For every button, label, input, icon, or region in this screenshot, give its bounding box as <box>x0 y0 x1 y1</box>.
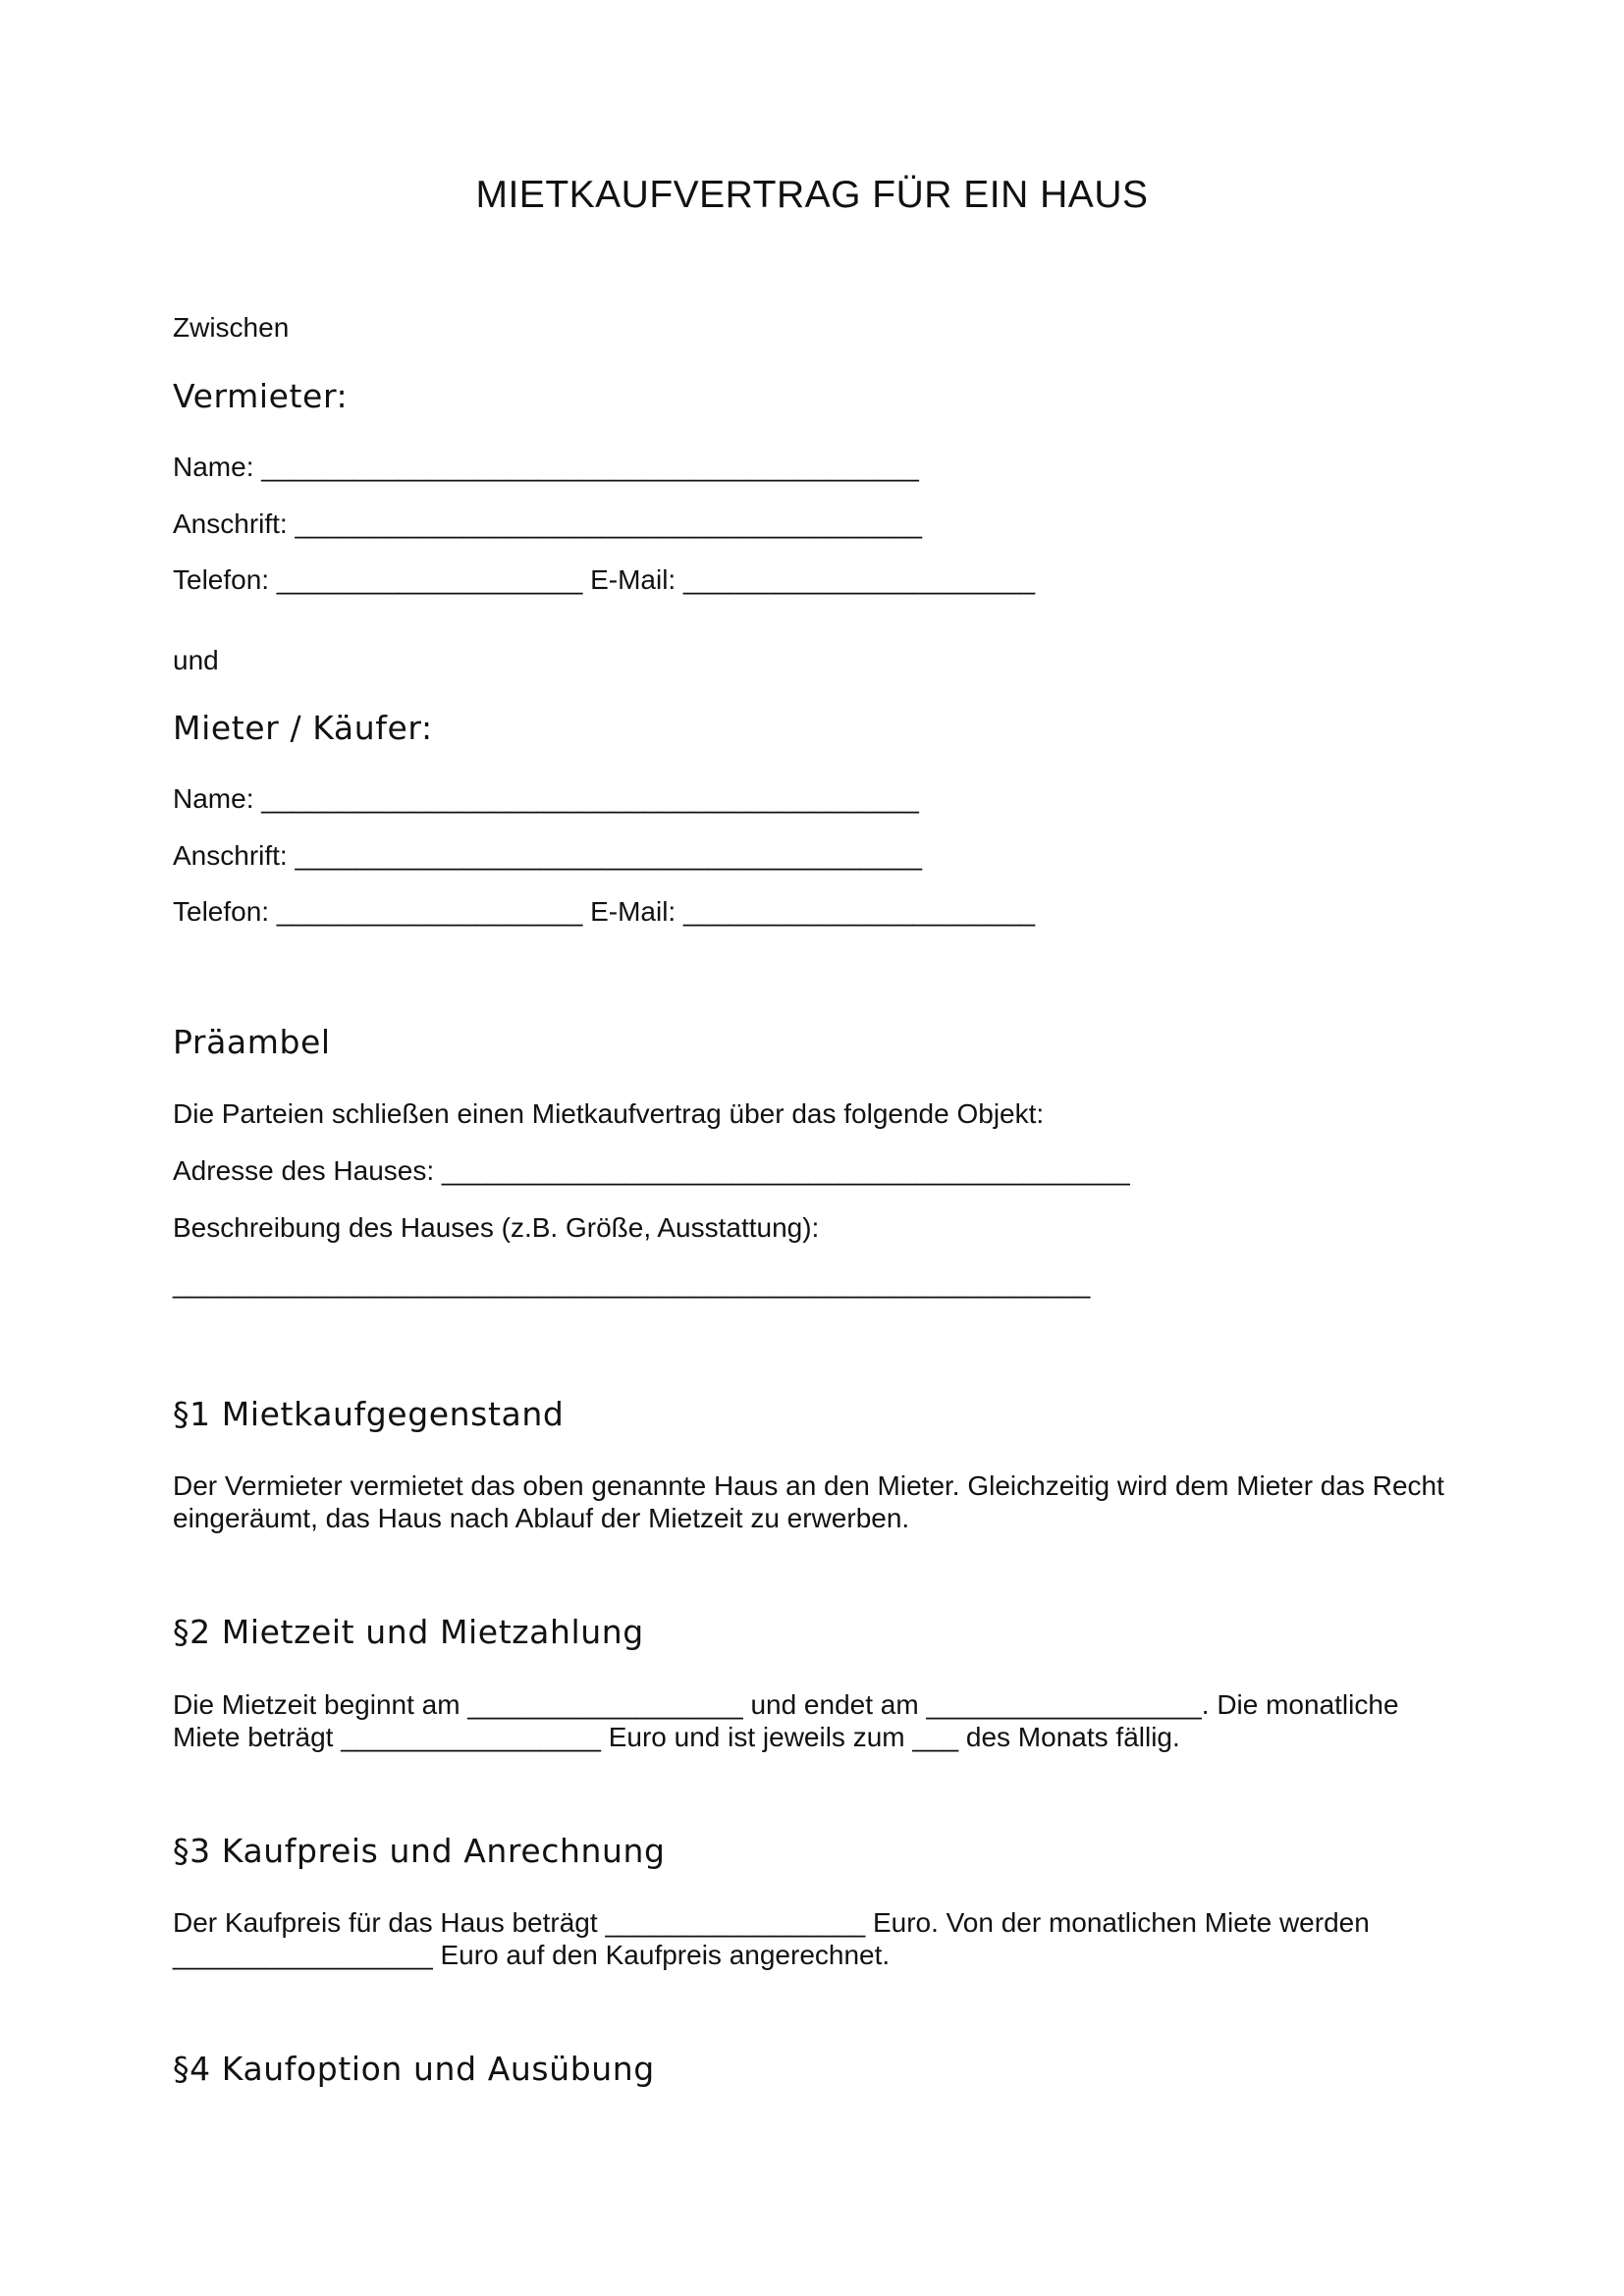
tenant-name-field: Name: ___________________________________________ <box>173 783 919 814</box>
preamble-intro: Die Parteien schließen einen Mietkaufvertrag über das folgende Objekt: <box>173 1098 1045 1129</box>
section-1-text: Der Vermieter vermietet das oben genannte Haus an den Mieter. Gleichzeitig wird dem Mieter das Recht eingeräumt, das Haus nach Ablauf der Mietzeit zu erwerben. <box>173 1470 1444 1533</box>
section-4-heading: §4 Kaufoption und Ausübung <box>173 2050 655 2088</box>
tenant-address-field: Anschrift: _________________________________________ <box>173 840 922 871</box>
section-3-heading: §3 Kaufpreis und Anrechnung <box>173 1832 666 1870</box>
landlord-heading: Vermieter: <box>173 377 349 415</box>
between-label: Zwischen <box>173 312 290 343</box>
section-2-heading: §2 Mietzeit und Mietzahlung <box>173 1613 644 1651</box>
house-address-field: Adresse des Hauses: _____________________________________________ <box>173 1155 1130 1186</box>
landlord-contact-field: Telefon: ____________________ E-Mail: _______________________ <box>173 564 1036 595</box>
and-label: und <box>173 645 219 675</box>
landlord-address-field: Anschrift: _________________________________________ <box>173 508 922 539</box>
tenant-heading: Mieter / Käufer: <box>173 709 433 747</box>
preamble-heading: Präambel <box>173 1023 331 1061</box>
tenant-contact-field: Telefon: ____________________ E-Mail: _______________________ <box>173 896 1036 927</box>
landlord-name-field: Name: ___________________________________________ <box>173 452 919 482</box>
section-1-heading: §1 Mietkaufgegenstand <box>173 1395 565 1433</box>
house-description-label: Beschreibung des Hauses (z.B. Größe, Ausstattung): <box>173 1212 820 1243</box>
document-title: MIETKAUFVERTRAG FÜR EIN HAUS <box>475 174 1149 216</box>
house-description-field: ____________________________________________________________ <box>173 1268 1091 1299</box>
section-2-text: Die Mietzeit beginnt am __________________ und endet am __________________. Die monatliche Miete beträgt _________________ Euro und ist jeweils zum ___ des Monats fällig. <box>173 1689 1399 1752</box>
section-3-text: Der Kaufpreis für das Haus beträgt _________________ Euro. Von der monatlichen Miete werden _________________ Euro auf den Kaufpreis angerechnet. <box>173 1907 1370 1970</box>
